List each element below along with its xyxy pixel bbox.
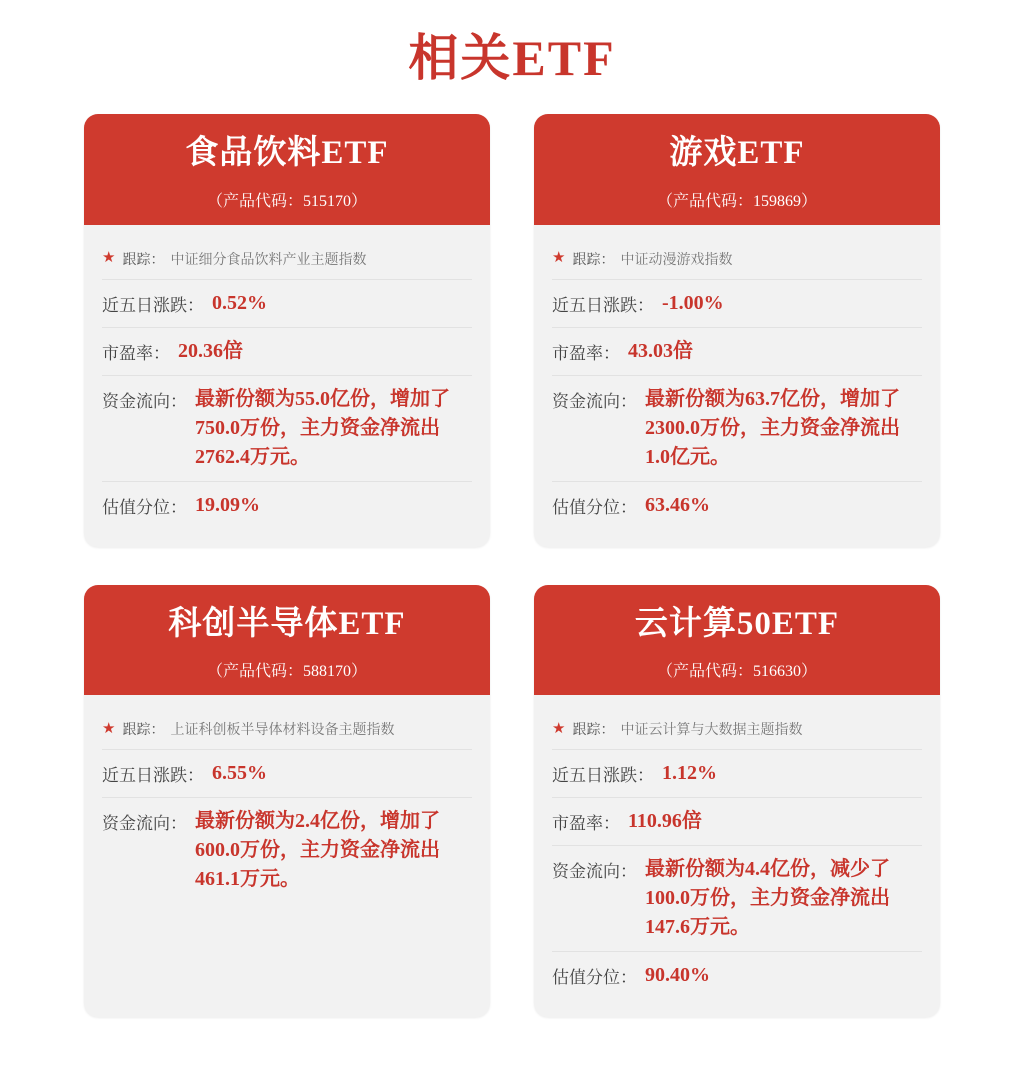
etf-card[interactable] <box>534 585 940 1018</box>
etf-track-value: 上证科创板半导体材料设备主题指数 <box>170 723 395 739</box>
etf-card-header <box>84 585 490 696</box>
etf-pe-value: 20.36倍 <box>178 339 243 362</box>
etf-card-body <box>84 695 490 1017</box>
etf-name: 科创半导体ETF <box>168 605 406 642</box>
etf-code: （产品代码：516630） <box>656 663 817 681</box>
etf-flow-label: 资金流向： <box>552 391 637 411</box>
etf-five-day-row <box>102 750 472 798</box>
etf-card-header <box>84 114 490 225</box>
etf-name: 游戏ETF <box>669 135 805 171</box>
etf-valuation-label: 估值分位： <box>552 497 637 517</box>
etf-flow-value: 最新份额为63.7亿份，增加了2300.0万份，主力资金净流出1.0亿元。 <box>645 387 900 468</box>
etf-pe-row <box>102 328 472 376</box>
etf-card-header <box>534 114 940 225</box>
etf-flow-value: 最新份额为4.4亿份，减少了100.0万份，主力资金净流出147.6万元。 <box>645 858 890 939</box>
etf-track-row <box>552 239 922 280</box>
etf-flow-row <box>102 798 472 903</box>
etf-card-body <box>534 225 940 547</box>
etf-five-day-label: 近五日涨跌： <box>552 766 654 786</box>
star-icon: ★ <box>552 250 566 267</box>
etf-valuation-label: 估值分位： <box>552 968 637 988</box>
etf-card[interactable] <box>84 114 490 547</box>
etf-flow-row <box>552 846 922 952</box>
etf-valuation-row <box>552 482 922 529</box>
etf-track-row <box>102 709 472 750</box>
etf-five-day-value: -1.00% <box>662 291 724 314</box>
etf-pe-value: 43.03倍 <box>628 339 693 362</box>
etf-flow-value: 最新份额为55.0亿份，增加了750.0万份，主力资金净流出2762.4万元。 <box>195 387 450 468</box>
page-title: 相关ETF <box>408 30 616 86</box>
etf-pe-label: 市盈率： <box>552 814 620 834</box>
etf-track-value: 中证动漫游戏指数 <box>620 252 733 268</box>
star-icon: ★ <box>102 720 116 737</box>
etf-card-grid <box>84 114 940 1017</box>
etf-five-day-row <box>552 750 922 798</box>
etf-five-day-value: 6.55% <box>212 762 267 785</box>
etf-valuation-value: 90.40% <box>645 964 710 987</box>
etf-five-day-value: 1.12% <box>662 762 717 785</box>
etf-flow-label: 资金流向： <box>102 391 187 411</box>
etf-pe-value: 110.96倍 <box>628 810 702 833</box>
etf-flow-value: 最新份额为2.4亿份，增加了600.0万份，主力资金净流出461.1万元。 <box>195 810 440 891</box>
etf-code: （产品代码：159869） <box>656 192 817 210</box>
etf-track-row <box>552 709 922 750</box>
etf-name: 云计算50ETF <box>634 605 840 642</box>
etf-flow-label: 资金流向： <box>102 814 187 834</box>
etf-valuation-value: 63.46% <box>645 493 710 516</box>
etf-five-day-value: 0.52% <box>212 291 267 314</box>
etf-valuation-label: 估值分位： <box>102 497 187 517</box>
etf-five-day-label: 近五日涨跌： <box>102 295 204 315</box>
etf-card[interactable] <box>534 114 940 547</box>
etf-card-header <box>534 585 940 696</box>
etf-card-body <box>84 225 490 547</box>
etf-track-label: 跟踪： <box>122 723 165 739</box>
etf-five-day-row <box>102 280 472 328</box>
etf-valuation-row <box>102 482 472 529</box>
etf-track-value: 中证细分食品饮料产业主题指数 <box>170 252 367 268</box>
etf-track-value: 中证云计算与大数据主题指数 <box>620 723 803 739</box>
etf-valuation-value: 19.09% <box>195 493 260 516</box>
etf-track-label: 跟踪： <box>122 252 165 268</box>
etf-pe-label: 市盈率： <box>552 343 620 363</box>
etf-track-row <box>102 239 472 280</box>
etf-track-label: 跟踪： <box>572 723 615 739</box>
etf-five-day-label: 近五日涨跌： <box>102 766 204 786</box>
etf-valuation-row <box>552 952 922 999</box>
star-icon: ★ <box>102 250 116 267</box>
etf-code: （产品代码：588170） <box>206 663 367 681</box>
star-icon: ★ <box>552 720 566 737</box>
etf-five-day-row <box>552 280 922 328</box>
etf-pe-label: 市盈率： <box>102 343 170 363</box>
etf-five-day-label: 近五日涨跌： <box>552 295 654 315</box>
etf-name: 食品饮料ETF <box>185 135 389 171</box>
etf-flow-row <box>102 376 472 482</box>
etf-card[interactable] <box>84 585 490 1018</box>
etf-flow-label: 资金流向： <box>552 862 637 882</box>
etf-track-label: 跟踪： <box>572 252 615 268</box>
etf-card-body <box>534 695 940 1017</box>
etf-flow-row <box>552 376 922 482</box>
etf-pe-row <box>552 798 922 846</box>
etf-code: （产品代码：515170） <box>206 192 367 210</box>
etf-pe-row <box>552 328 922 376</box>
